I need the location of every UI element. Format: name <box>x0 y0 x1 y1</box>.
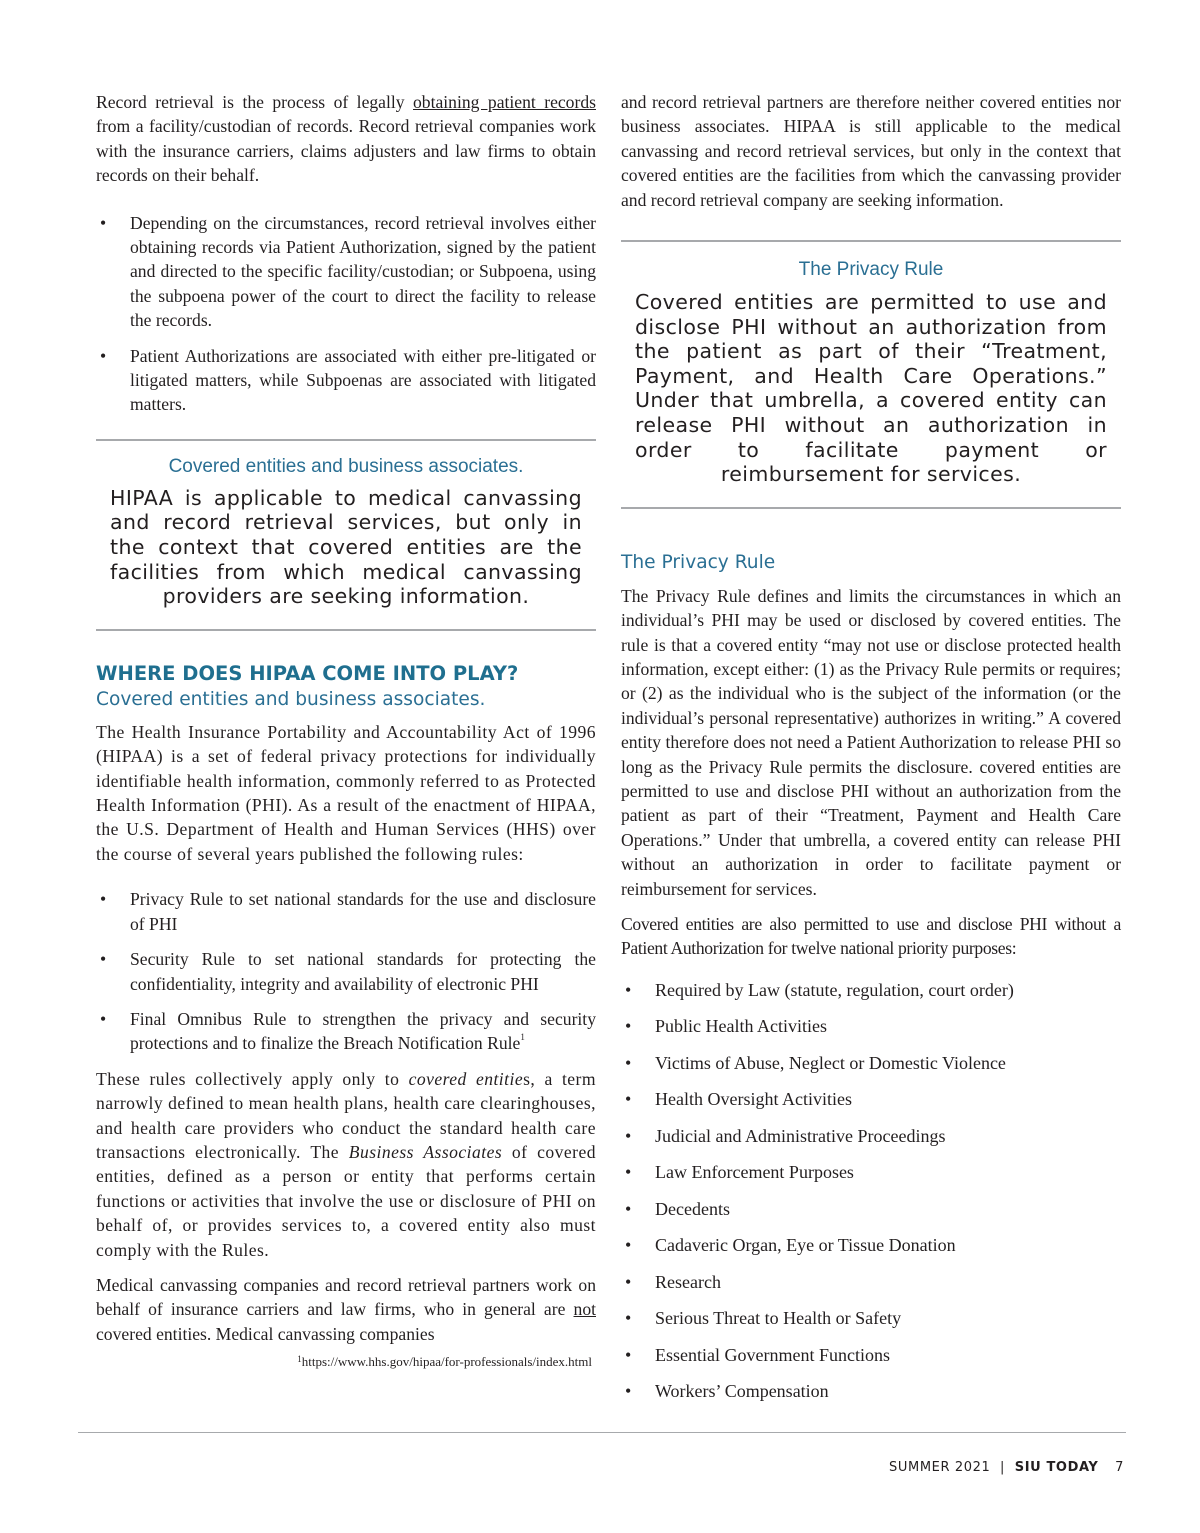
text-run: of covered entities, defined as a person or entity that performs certain functions or activities that involve the use or disclosure of PHI on behalf of, or provides services to, a covered entity also must comply with the Rules. <box>96 1141 596 1260</box>
pullquote-privacy-rule <box>621 240 1121 509</box>
text-run: covered entities. Medical canvassing companies <box>96 1323 435 1344</box>
purpose-item: • Law Enforcement Purposes <box>621 1160 1121 1184</box>
text-run: s, a term narrowly defined to mean health plans, health care clearinghouses, and health care providers who conduct the standard health care transactions electronically. The <box>96 1068 596 1162</box>
footnote-url[interactable]: https://www.hhs.gov/hipaa/for-professionals/index.html <box>301 1354 592 1370</box>
pullquote-covered-entities <box>96 439 596 631</box>
intro-paragraph <box>96 90 596 188</box>
priority-purposes-intro: Covered entities are also permitted to use and disclose PHI without a Patient Authorization for twelve national priority purposes: <box>621 914 1121 959</box>
purpose-item: • Health Oversight Activities <box>621 1087 1121 1111</box>
publication-name: SIU TODAY <box>1014 1460 1099 1475</box>
intro-text: Record retrieval is the process of legally <box>96 92 413 112</box>
emphasis: covered entitie <box>408 1068 524 1089</box>
bullet-item: • Patient Authorizations are associated with either pre-litigated or litigated matters, while Subpoenas are associated with litigated matters. <box>96 344 596 417</box>
purpose-item: • Cadaveric Organ, Eye or Tissue Donation <box>621 1233 1121 1257</box>
footer-divider <box>78 1432 1126 1433</box>
purpose-item: • Workers’ Compensation <box>621 1379 1121 1403</box>
page-number: 7 <box>1115 1460 1124 1475</box>
intro-text-rest: from a facility/custodian of records. Record retrieval companies work with the insurance carriers, claims adjusters and law firms to obtain records on their behalf. <box>96 116 596 186</box>
footnote-number: 1 <box>297 1354 302 1365</box>
obtaining-records-link[interactable]: obtaining patient records <box>413 92 596 112</box>
purpose-item: • Victims of Abuse, Neglect or Domestic Violence <box>621 1051 1121 1075</box>
pullquote-title: Covered entities and business associates. <box>168 455 524 477</box>
text-run: Medical canvassing companies and record retrieval partners work on behalf of insurance carriers and law firms, who in general are <box>96 1274 596 1320</box>
purpose-item: • Serious Threat to Health or Safety <box>621 1306 1121 1330</box>
section-subheading: Covered entities and business associates. <box>96 688 486 710</box>
footnote <box>96 1353 596 1371</box>
left-column <box>96 90 596 1371</box>
bullet-item: • Depending on the circumstances, record retrieval involves either obtaining records via Patient Authorization, signed by the patient and directed to the specific facility/custodian; or Subpoena, using the subpoena power of the court to direct the facility to release the records. <box>96 211 596 333</box>
rule-item <box>96 947 596 996</box>
right-column <box>621 90 1121 1416</box>
privacy-rule-paragraph: The Privacy Rule defines and limits the circumstances in which an individual’s PHI may be used or disclosed by covered entities. The rule is that a covered entity “may not use or disclose protected health information, except either: (1) as the Privacy Rule permits or requires; or (2) as the individual who is the subject of the information (or the individual’s personal representative) authorizes in writing.” A covered entity therefore does not need a Patient Authorization to release PHI so long as the Privacy Rule permits the disclosure. covered entities are permitted to use and disclose PHI without an authorization from the patient as part of their “Treatment, Payment and Health Care Operations.” Under that umbrella, a covered entity can release PHI without an authorization in order to facilitate payment or reimbursement for services. <box>621 585 1121 899</box>
pullquote-text: Covered entities are permitted to use and disclose PHI without an authorization from the patient as part of their “Treatment, Payment, and Health Care Operations.” Under that umbrella, a covered entity can release PHI without an authorization in order to facilitate payment or reimbursement for services. <box>635 290 1107 487</box>
priority-purposes-list <box>621 978 1121 1404</box>
pullquote-text: HIPAA is applicable to medical canvassing and record retrieval services, but only in the context that covered entities are the facilities from which medical canvassing providers are seeking information. <box>110 485 582 609</box>
emphasis: Business Associates <box>348 1141 503 1162</box>
purpose-item: • Public Health Activities <box>621 1014 1121 1038</box>
purpose-item: • Required by Law (statute, regulation, court order) <box>621 978 1121 1002</box>
retrieval-bullet-list <box>96 211 596 417</box>
canvassing-paragraph <box>96 1273 596 1346</box>
rule-text: Privacy Rule to set national standards for the use and disclosure of PHI <box>130 889 596 934</box>
underlined-not: not <box>573 1299 596 1320</box>
pullquote-title: The Privacy Rule <box>798 259 944 281</box>
footnote-marker: 1 <box>520 1032 525 1043</box>
footer-separator: | <box>1000 1460 1006 1475</box>
rules-bullet-list <box>96 887 596 1055</box>
page-footer <box>889 1460 1124 1475</box>
purpose-item: • Essential Government Functions <box>621 1343 1121 1367</box>
purpose-item: • Judicial and Administrative Proceedings <box>621 1124 1121 1148</box>
rule-text: Security Rule to set national standards for protecting the confidentiality, integrity and availability of electronic PHI <box>130 949 596 994</box>
covered-entities-paragraph <box>96 1067 596 1262</box>
text-run: These rules collectively apply only to <box>96 1068 409 1089</box>
section-heading: WHERE DOES HIPAA COME INTO PLAY? <box>96 661 519 685</box>
hipaa-intro-paragraph: The Health Insurance Portability and Accountability Act of 1996 (HIPAA) is a set of federal privacy protections for individually identifiable health information, commonly referred to as Protected Health Information (PHI). As a result of the enactment of HIPAA, the U.S. Department of Health and Human Services (HHS) over the course of several years published the following rules: <box>96 721 596 864</box>
rule-item <box>96 1007 596 1056</box>
continuation-paragraph: and record retrieval partners are therefore neither covered entities nor business associates. HIPAA is still applicable to the medical canvassing and record retrieval services, but only in the context that covered entities are the facilities from which the canvassing provider and record retrieval company are seeking information. <box>621 92 1121 210</box>
purpose-item: • Research <box>621 1270 1121 1294</box>
purpose-item: • Decedents <box>621 1197 1121 1221</box>
rule-item <box>96 887 596 936</box>
issue-label: SUMMER 2021 <box>889 1460 991 1475</box>
rule-text: Final Omnibus Rule to strengthen the privacy and security protections and to finalize the Breach Notification Rule <box>130 1008 596 1054</box>
privacy-rule-subheading: The Privacy Rule <box>621 551 776 573</box>
